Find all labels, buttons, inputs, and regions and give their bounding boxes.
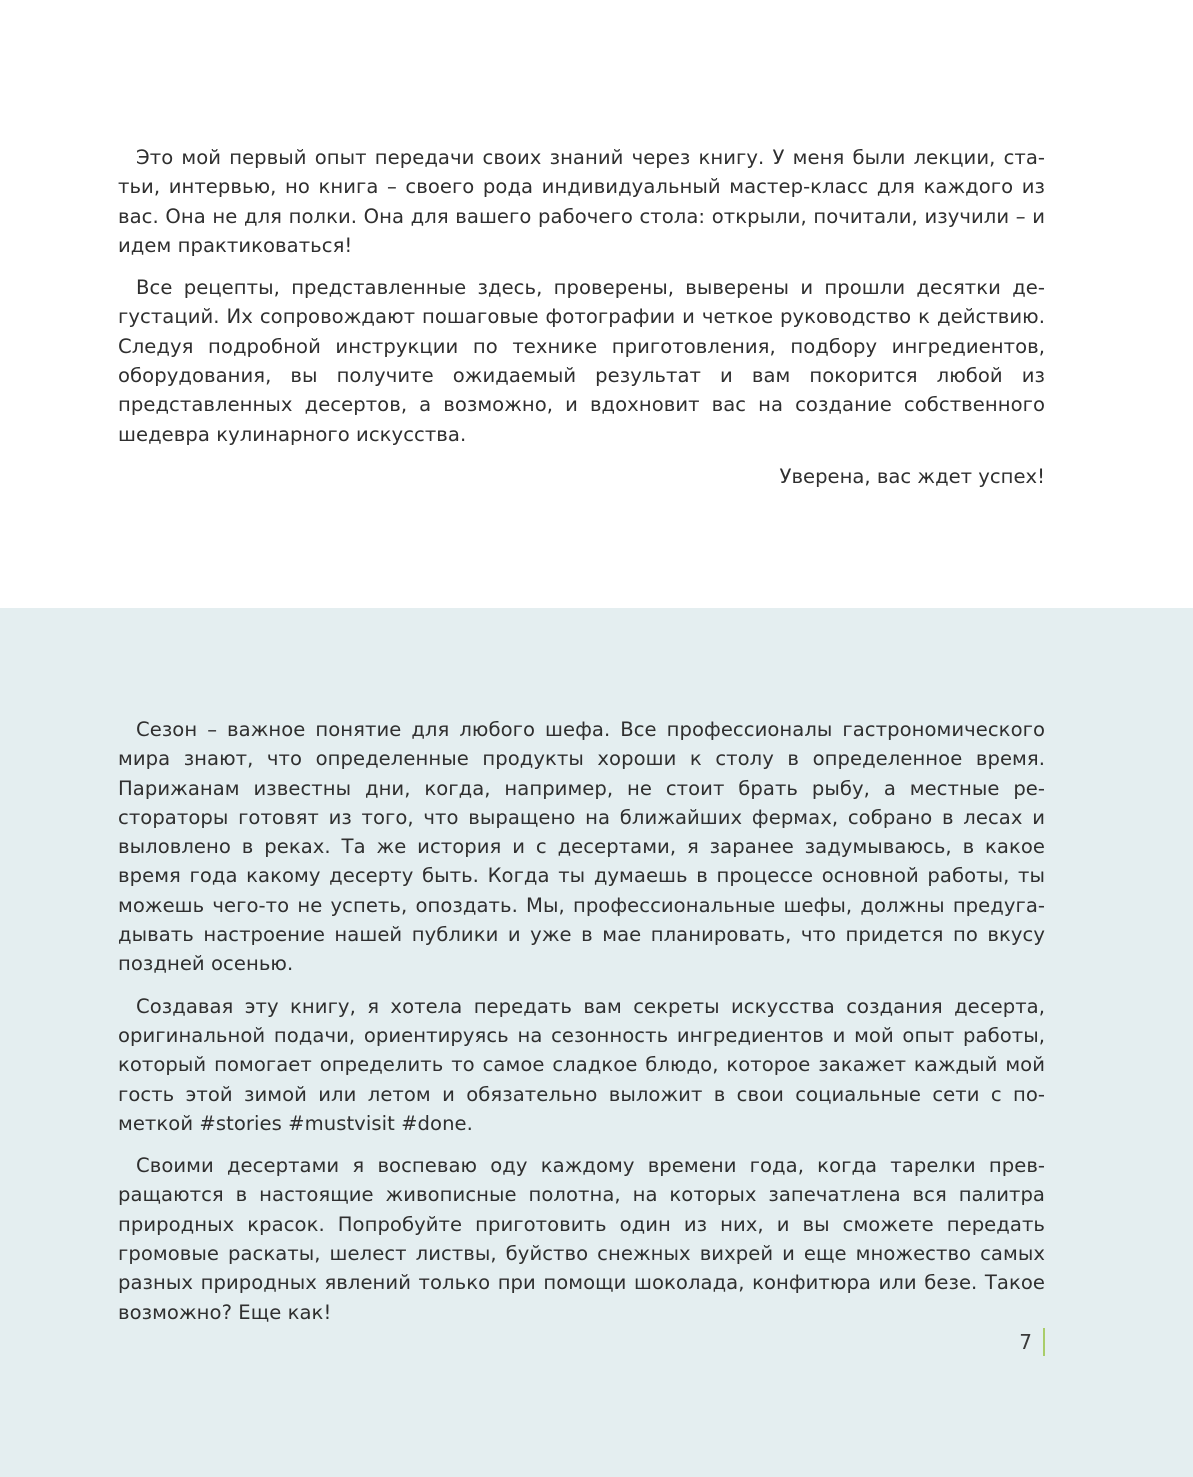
intro-paragraph-2: Все рецепты, представленные здесь, проверены, выверены и прошли десятки дегустаций. Их сопровождают пошаговые фотографии и четкое руководство к действию. Следуя подробной инструкции по технике приготовления, подбору ингредиентов, оборудования, вы получите ожидаемый результат и вам покорится любой из представленных десертов, а возможно, и вдохновит вас на создание собственного шедевра кулинарного искусства. bbox=[118, 276, 1045, 446]
season-paragraph-1: Сезон – важное понятие для любого шефа. Все профессионалы гастрономического мира знают, что определенные продукты хороши к столу в определенное время. Парижанам известны дни, когда, например, не стоит брать рыбу, а местные рестораторы готовят из того, что выращено на ближайших фермах, собрано в лесах и выловлено в реках. Та же история и с десертами, я заранее задумываюсь, в какое время года какому десерту быть. Когда ты думаешь в процессе основной работы, ты можешь чего-то не успеть, опоздать. Мы, профессиональные шефы, должны предугадывать настроение нашей публики и уже в мае планировать, что придется по вкусу поздней осенью. bbox=[118, 718, 1045, 976]
intro-section bbox=[0, 0, 1193, 608]
season-paragraph-3: Своими десертами я воспеваю оду каждому времени года, когда тарелки превращаются в настоящие живописные полотна, на которых запечатлена вся палитра природных красок. Попробуйте приготовить один из них, и вы сможете передать громовые раскаты, шелест листвы, буйство снежных вихрей и еще множество самых разных природных явлений только при помощи шоколада, конфитюра или безе. Такое возможно? Еще как! bbox=[118, 1154, 1045, 1324]
page-number-divider bbox=[1043, 1328, 1045, 1356]
intro-paragraph-1: Это мой первый опыт передачи своих знаний через книгу. У меня были лекции, статьи, интервью, но книга – своего рода индивидуальный мастер-класс для каждого из вас. Она не для полки. Она для вашего рабочего стола: открыли, почитали, изучили – и идем практиковаться! bbox=[118, 146, 1045, 257]
intro-text bbox=[118, 143, 1045, 491]
season-text bbox=[118, 715, 1045, 1340]
page-number: 7 bbox=[1019, 1330, 1032, 1354]
signoff: Уверена, вас ждет успех! bbox=[779, 464, 1045, 488]
season-paragraph-2: Создавая эту книгу, я хотела передать вам секреты искусства создания десерта, оригинальной подачи, ориентируясь на сезонность ингредиентов и мой опыт работы, который помогает определить то самое сладкое блюдо, которое закажет каждый мой гость этой зимой или летом и обязательно выложит в свои социальные сети с пометкой #stories #mustvisit #done. bbox=[118, 994, 1045, 1135]
season-section bbox=[0, 608, 1193, 1477]
